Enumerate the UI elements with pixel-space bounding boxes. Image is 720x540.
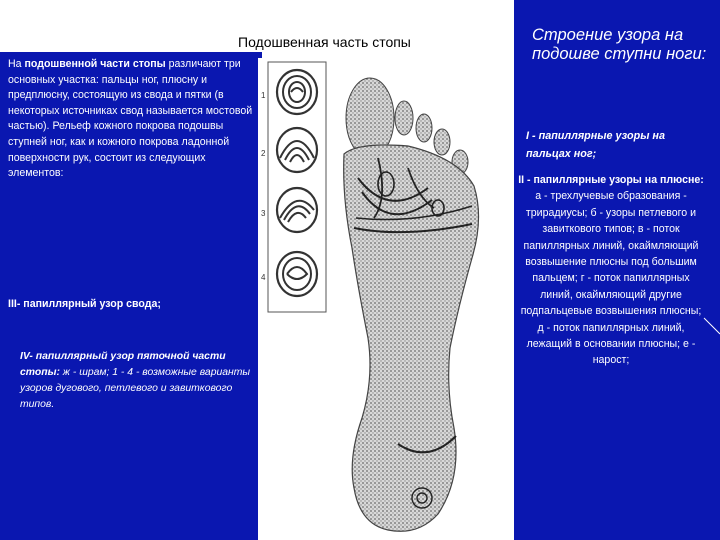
section-iv-bold: IV- папиллярный узор пяточной части стопы: — [20, 351, 226, 378]
intro-bold: подошвенной части стопы — [24, 58, 166, 70]
fingerprint-number-4: 4 — [261, 273, 266, 282]
intro-prefix: На — [8, 58, 25, 70]
fingerprint-number-1: 1 — [261, 91, 266, 100]
intro-rest: различают три основных участка: пальцы ног, плюсну и предплюсну, состоящую из свода и пятки (в некоторых источниках свод называется мостовой частью). Рельеф кожного покрова подошвы ступней ног, как и кожного покрова ладонной поверхности рук, состоит из следующих элементов: — [8, 58, 253, 180]
intro-text — [8, 57, 258, 182]
toe-4-print — [434, 129, 450, 155]
toe-3-print — [416, 114, 432, 142]
toe-2-print — [395, 101, 413, 135]
footprint-figure — [258, 58, 514, 540]
fingerprint-number-3: 3 — [261, 209, 266, 218]
section-iv-rest: ж - шрам; 1 - 4 - возможные варианты узоров дугового, петлевого и завиткового типов. — [20, 367, 251, 410]
section-iii-label: III- папиллярный узор свода; — [8, 298, 161, 310]
right-section-ii — [518, 172, 704, 369]
page-title: Подошвенная часть стопы — [238, 34, 411, 50]
right-section-ii-bold: II - папиллярные узоры на плюсне: — [518, 174, 704, 186]
section-iv-text — [20, 349, 252, 413]
right-section-ii-rest: а - трехлучевые образования - трирадиусы; б - узоры петлевого и завиткового типов; в - поток папиллярных линий, окаймляющий возвышение плюсны под большим пальцем; г - поток папиллярных линий, окаймляющий другие подпальцевые возвышения плюсны; д - поток папиллярных линий, лежащий в основании плюсны; е - нарост; — [520, 190, 702, 367]
right-heading: Строение узора на подошве ступни ноги: — [532, 26, 707, 63]
right-section-i: I - папиллярные узоры на пальцах ног; — [526, 130, 665, 160]
fingerprint-number-2: 2 — [261, 149, 266, 158]
